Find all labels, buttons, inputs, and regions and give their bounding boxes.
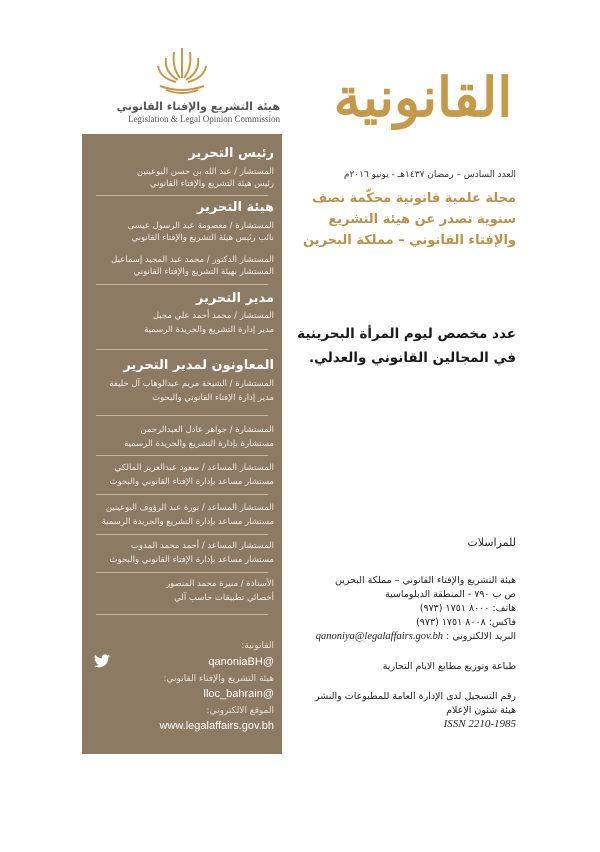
assistant-title: مدير إدارة الإفتاء القانوني والبحوث: [152, 393, 274, 403]
divider: [96, 349, 268, 350]
email-address[interactable]: qanoniya@legalaffairs.gov.bh: [315, 631, 443, 642]
divider: [96, 534, 268, 535]
assistant-name: المستشار المساعد / نورة عبد الرؤوف البوعينين: [105, 503, 274, 513]
divider: [96, 455, 268, 456]
divider: [96, 284, 268, 285]
chief-editor-heading: رئيس التحرير: [188, 146, 274, 161]
board-member-title: نائب رئيس هيئة التشريع والإفتاء القانوني: [131, 233, 274, 243]
chief-editor-name: المستشار / عبد الله بن حسن البوعينين: [136, 167, 274, 177]
commission-logo: [150, 44, 214, 96]
correspondence-line: هيئة التشريع والإفتاء القانوني – مملكة البحرين: [334, 575, 516, 586]
divider: [96, 195, 268, 196]
issn: ISSN 2210-1985: [443, 718, 516, 730]
board-member-name: المستشار الدكتور / محمد عبد المجيد إسماعيل: [111, 255, 274, 265]
contact-label-website: الموقع الالكتروني:: [206, 706, 274, 716]
assistant-title: مستشار مساعد بإدارة الإفتاء القانوني والبحوث: [109, 477, 274, 487]
assistant-title: مستشار مساعد بإدارة التشريع والجريدة الرسمية: [101, 517, 274, 527]
divider: [96, 494, 268, 495]
org-name-arabic: هيئة التشريع والإفتاء القانوني: [116, 100, 280, 113]
board-member-name: المستشارة / معصومة عبد الرسول عيسى: [127, 221, 274, 231]
magazine-description: [296, 188, 516, 251]
magazine-title: القانونية: [333, 65, 513, 129]
printing-line: طباعة وتوزيع مطابع الايام التجارية: [382, 661, 516, 672]
assistant-title: أخصائي تطبيقات حاسب آلي: [174, 593, 274, 603]
correspondence-heading: للمراسلات: [467, 536, 516, 549]
contact-label-magazine: القانونية:: [241, 641, 274, 651]
managing-editor-heading: مدير التحرير: [195, 291, 274, 306]
email-line: [290, 630, 516, 643]
phone-line: هاتف: ٨٠٠٠ ١٧٥١ (٩٧٣): [419, 603, 516, 614]
divider: [96, 614, 268, 615]
correspondence-line: ص ب ٧٩٠ - المنطقة الدبلوماسية: [385, 589, 516, 600]
managing-editor-title: مدير إدارة التشريع والجريدة الرسمية: [144, 325, 274, 335]
contact-label-commission: هيئة التشريع والإفتاء القانوني:: [163, 674, 274, 684]
email-label: البريد الالكتروني :: [446, 631, 516, 642]
assistant-title: مستشار مساعد بإدارة الإفتاء القانوني والبحوث: [109, 555, 274, 565]
twitter-handle-magazine[interactable]: @qanoniaBH: [208, 656, 274, 668]
special-issue-line: في المجالين القانوني والعدلي.: [309, 350, 516, 366]
description-line: مجلة علمية قانونية محكّمة نصف: [311, 191, 516, 206]
fax-line: فاكس: ٨٠٠٨ ١٧٥١ (٩٧٣): [416, 617, 516, 628]
assistant-name: المستشار المساعد / سعود عبدالعزيز المالكي: [114, 463, 274, 473]
assistants-heading: المعاونون لمدير التحرير: [123, 358, 274, 373]
assistant-name: المستشارة / جواهر عادل العبدالرحمن: [140, 425, 274, 435]
registration-line: هيئة شئون الإعلام: [446, 705, 516, 716]
special-issue-note: [296, 322, 516, 370]
special-issue-line: عدد مخصص ليوم المرأة البحرينية: [297, 326, 516, 342]
assistant-name: المستشار المساعد / أحمد محمد المدوب: [130, 541, 274, 551]
assistant-name: المستشارة / الشيخة مريم عبدالوهاب آل خليفة: [109, 379, 274, 389]
twitter-handle-commission[interactable]: @lloc_bahrain: [203, 688, 274, 700]
assistant-title: مستشارة بإدارة التشريع والجريدة الرسمية: [124, 439, 274, 449]
website-link[interactable]: www.legalaffairs.gov.bh: [159, 720, 274, 732]
chief-editor-title: رئيس هيئة التشريع والإفتاء القانوني: [149, 179, 274, 189]
editorial-board-heading: هيئة التحرير: [196, 200, 274, 215]
description-line: سنوية تصدر عن هيئة التشريع: [328, 212, 516, 227]
divider: [96, 415, 268, 416]
registration-line: رقم التسجيل لدى الإدارة العامة للمطبوعات والنشر: [315, 691, 516, 702]
assistant-name: الأستاذة / منيرة محمد المنصور: [166, 579, 274, 589]
managing-editor-name: المستشار / محمد أحمد علي مجبل: [152, 311, 274, 321]
description-line: والإفتاء القانوني – مملكة البحرين: [302, 233, 516, 248]
issue-info: العدد السادس – رمضان ١٤٣٧هـ - يونيو ٢٠١٦م: [343, 170, 516, 180]
org-name-english: Legislation & Legal Opinion Commission: [128, 114, 280, 124]
divider: [96, 572, 268, 573]
board-member-title: المستشار بهيئة التشريع والإفتاء القانوني: [133, 267, 274, 277]
masthead-sidebar: [82, 134, 282, 754]
